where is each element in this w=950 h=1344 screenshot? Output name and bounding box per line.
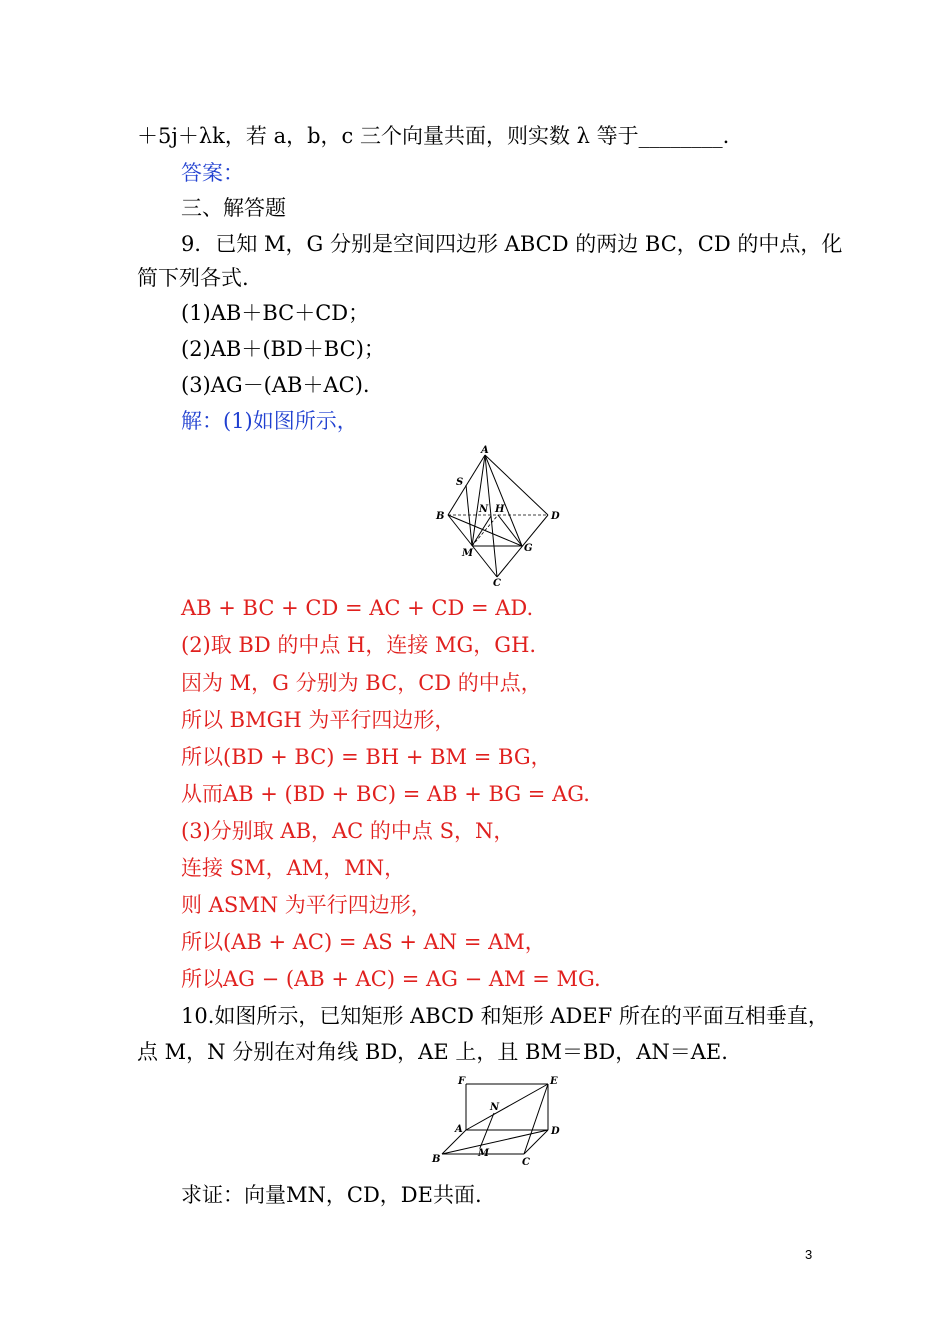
solution-line-8: 连接 SM，AM，MN， <box>181 856 406 880</box>
fig2-label-d: D <box>551 1126 560 1137</box>
solution-line-9: 则 ASMN 为平行四边形， <box>181 893 432 917</box>
solution-line-10: 所以(AB + AC) = AS + AN = AM， <box>181 930 546 954</box>
rectangles-figure <box>428 1072 568 1176</box>
fig2-label-c: C <box>522 1157 530 1168</box>
q9-part-2: (2)AB＋(BD＋BC)； <box>181 337 385 361</box>
fig1-label-h: H <box>495 504 505 515</box>
answer-label: 答案： <box>181 161 244 185</box>
fig1-label-g: G <box>524 543 533 554</box>
section-heading: 三、解答题 <box>181 196 286 220</box>
tetrahedron-figure <box>428 443 568 592</box>
fig1-label-b: B <box>436 511 445 522</box>
fig2-label-b: B <box>432 1154 441 1165</box>
solution-line-7: (3)分别取 AB，AC 的中点 S，N， <box>181 819 515 843</box>
page-number: 3 <box>805 1247 813 1262</box>
q9-part-1: (1)AB＋BC＋CD； <box>181 301 370 325</box>
fig2-label-n: N <box>490 1102 500 1113</box>
q8-tail-line: ＋5j＋λk，若 a，b，c 三个向量共面，则实数 λ 等于________. <box>137 124 730 148</box>
solution-line-2: (2)取 BD 的中点 H，连接 MG，GH. <box>181 633 537 657</box>
q10-prove-line: 求证：向量MN，CD，DE共面. <box>181 1183 482 1207</box>
solution-line-11: 所以AG − (AB + AC) = AG − AM = MG. <box>181 967 601 991</box>
fig1-label-m: M <box>462 548 474 559</box>
q9-line-1: 9．已知 M，G 分别是空间四边形 ABCD 的两边 BC，CD 的中点，化 <box>181 232 843 256</box>
fig1-label-s: S <box>456 477 464 488</box>
fig2-label-m: M <box>478 1148 490 1159</box>
fig1-label-d: D <box>551 511 560 522</box>
fig1-label-c: C <box>493 578 501 588</box>
fig2-label-a: A <box>455 1124 463 1135</box>
solution-line-6: 从而AB + (BD + BC) = AB + BG = AG. <box>181 782 590 806</box>
fig1-label-a: A <box>481 445 489 456</box>
fig1-label-n: N <box>479 504 489 515</box>
solution-line-5: 所以(BD + BC) = BH + BM = BG， <box>181 745 552 769</box>
fig2-label-f: F <box>458 1076 466 1087</box>
q10-line-1: 10.如图所示，已知矩形 ABCD 和矩形 ADEF 所在的平面互相垂直， <box>181 1004 829 1028</box>
solution-line-3: 因为 M，G 分别为 BC，CD 的中点， <box>181 671 542 695</box>
solution-line-4: 所以 BMGH 为平行四边形， <box>181 708 456 732</box>
q9-line-2: 简下列各式. <box>137 266 249 290</box>
q9-part-3: (3)AG－(AB＋AC). <box>181 373 370 397</box>
q10-line-2: 点 M，N 分别在对角线 BD，AE 上，且 BM＝BD，AN＝AE. <box>137 1040 728 1064</box>
solution-line-1: AB + BC + CD = AC + CD = AD. <box>181 596 534 620</box>
fig2-label-e: E <box>550 1076 558 1087</box>
solution-intro: 解：(1)如图所示， <box>181 409 358 433</box>
